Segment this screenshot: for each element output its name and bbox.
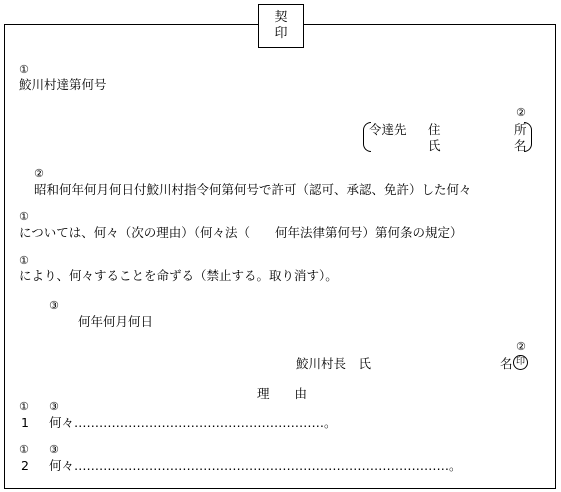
marker-1: ① [19,400,29,413]
seal-char-1: 契 [274,10,288,25]
issuer-name-suffix: 名 [500,356,513,371]
name-label-a: 氏 [428,138,441,153]
marker-1: ① [19,443,29,456]
body-line-2: については、何々（次の理由）（何々法（ 何年法律第何号）第何条の規定） [19,225,463,240]
marker-2: ② [516,340,526,353]
marker-2: ② [516,106,526,119]
marker-1: ① [19,210,29,223]
name-label-b: 名 [514,138,527,153]
body-line-3: により、何々することを命ずる（禁止する。取り消す）。 [19,268,338,283]
reason-heading: 理 由 [257,386,308,401]
marker-3: ③ [49,443,59,456]
reason-1-number: 1 [21,415,29,430]
address-label-b: 所 [514,122,527,137]
reason-2-number: 2 [21,458,29,473]
marker-2: ② [34,167,44,180]
issuer-seal-mark: 印 [513,355,528,370]
marker-3: ③ [49,299,59,312]
issuer-title: 鮫川村長 氏 [296,356,372,371]
addressee-prefix: 令達先 [369,122,407,137]
keiin-seal-box [258,4,304,48]
marker-1: ① [19,63,29,76]
document-number: 鮫川村達第何号 [19,77,107,92]
issue-date: 何年何月何日 [78,314,154,329]
marker-3: ③ [49,400,59,413]
reason-1-text: 何々……………………………………………………。 [49,415,337,430]
body-line-1: 昭和何年何月何日付鮫川村指令何第何号で許可（認可、承認、免許）した何々 [34,182,472,197]
address-label-a: 住 [428,122,441,137]
reason-2-text: 何々………………………………………………………………………………。 [49,458,462,473]
marker-1: ① [19,254,29,267]
seal-char-2: 印 [274,26,288,41]
